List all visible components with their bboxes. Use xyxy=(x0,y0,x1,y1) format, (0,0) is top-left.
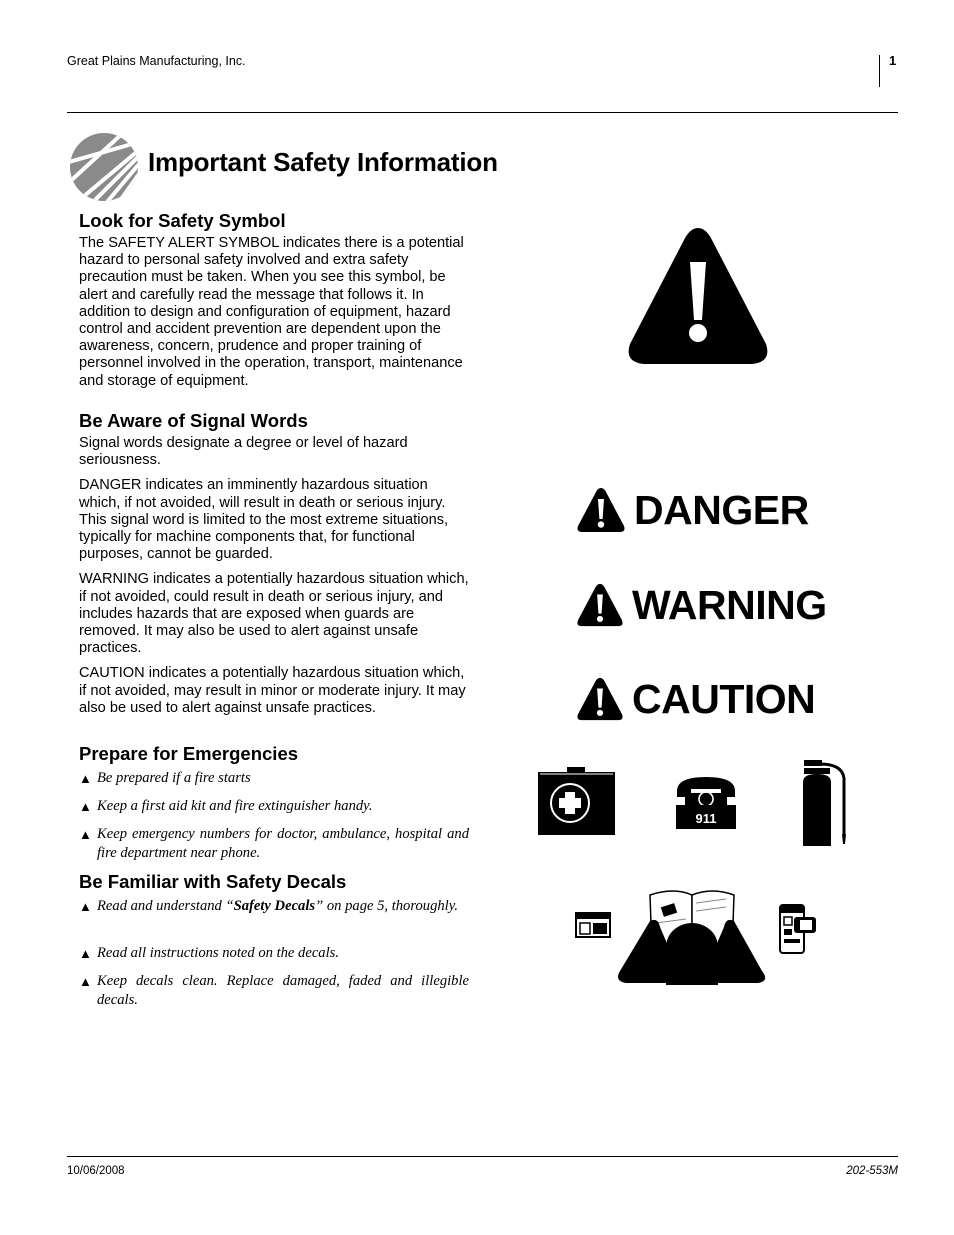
paragraph-safety-symbol: The SAFETY ALERT SYMBOL indicates there is a potential hazard to personal safety involved and extra safety precaution must be taken. When you see this symbol, be alert and carefully read the message that follows it. In addition to design and configuration of equipment, hazard control and accident prevention are dependent upon the awareness, concern, prudence and proper training of personnel involved in the operation, transport, maintenance and storage of equipment. xyxy=(79,235,464,389)
header-rule xyxy=(67,112,898,113)
footer-date: 10/06/2008 xyxy=(67,1165,125,1177)
list-item: ▲ Keep a first aid kit and fire extinguisher handy. xyxy=(79,798,373,814)
list-item: ▲ Keep decals clean. Replace damaged, faded and illegible decals. xyxy=(79,973,469,1008)
bullet-triangle-icon: ▲ xyxy=(79,899,92,914)
bullet-triangle-icon: ▲ xyxy=(79,827,92,842)
footer-rule xyxy=(67,1156,898,1157)
section-signal-words xyxy=(79,410,471,717)
list-item: ▲ Keep emergency numbers for doctor, ambulance, hospital and fire department near phone. xyxy=(79,826,469,861)
bullet-triangle-icon: ▲ xyxy=(79,946,92,961)
paragraph-caution: CAUTION indicates a potentially hazardous situation which, if not avoided, may result in minor or moderate injury. It may also be used to alert against unsafe practices. xyxy=(79,665,466,716)
heading-decals: Be Familiar with Safety Decals xyxy=(79,871,347,892)
caution-label: CAUTION xyxy=(632,675,816,722)
page-title: Important Safety Information xyxy=(148,147,498,177)
read-manual-icon xyxy=(574,883,822,987)
list-item: ▲ Read all instructions noted on the decals. xyxy=(79,945,339,961)
alert-triangle-icon xyxy=(576,581,624,629)
phone-911-label: 911 xyxy=(695,811,717,826)
paragraph-danger: DANGER indicates an imminently hazardous situation which, if not avoided, will result in death or serious injury. This signal word is limited to the most extreme situations, typically for machine components that, for functional purposes, cannot be guarded. xyxy=(79,477,449,563)
emergency-phone-icon xyxy=(673,773,739,831)
safety-alert-symbol-icon xyxy=(624,222,772,368)
heading-emergencies: Prepare for Emergencies xyxy=(79,743,299,764)
signal-danger xyxy=(576,480,809,540)
heading-safety-symbol: Look for Safety Symbol xyxy=(79,210,286,231)
alert-triangle-icon xyxy=(576,486,626,534)
paragraph-signal-intro: Signal words designate a degree or level of hazard seriousness. xyxy=(79,435,408,469)
alert-triangle-icon xyxy=(576,675,624,723)
paragraph-warning: WARNING indicates a potentially hazardous situation which, if not avoided, could result in death or serious injury, and includes hazards that are exposed when guards are removed. It may also be used to alert against unsafe practices. xyxy=(79,571,469,657)
company-name: Great Plains Manufacturing, Inc. xyxy=(67,54,246,68)
danger-label: DANGER xyxy=(634,486,809,533)
first-aid-kit-icon xyxy=(537,765,617,837)
bullet-triangle-icon: ▲ xyxy=(79,974,92,989)
warning-label: WARNING xyxy=(632,581,827,628)
section-safety-symbol xyxy=(79,210,471,390)
safety-decals-reference: Safety Decals xyxy=(233,898,316,914)
bullet-triangle-icon: ▲ xyxy=(79,771,92,786)
signal-caution xyxy=(576,669,815,729)
signal-warning xyxy=(576,575,827,635)
footer-doc-number: 202-553M xyxy=(846,1165,898,1177)
page-number: 1 xyxy=(889,53,897,68)
page-number-divider xyxy=(879,55,880,87)
great-plains-logo-icon xyxy=(69,132,139,202)
heading-signal-words: Be Aware of Signal Words xyxy=(79,410,308,431)
bullet-triangle-icon: ▲ xyxy=(79,799,92,814)
list-item: ▲ Be prepared if a fire starts xyxy=(79,770,251,786)
fire-extinguisher-icon xyxy=(798,758,854,850)
list-item: ▲ Read and understand “Safety Decals” on page 5, thoroughly. xyxy=(79,898,459,914)
